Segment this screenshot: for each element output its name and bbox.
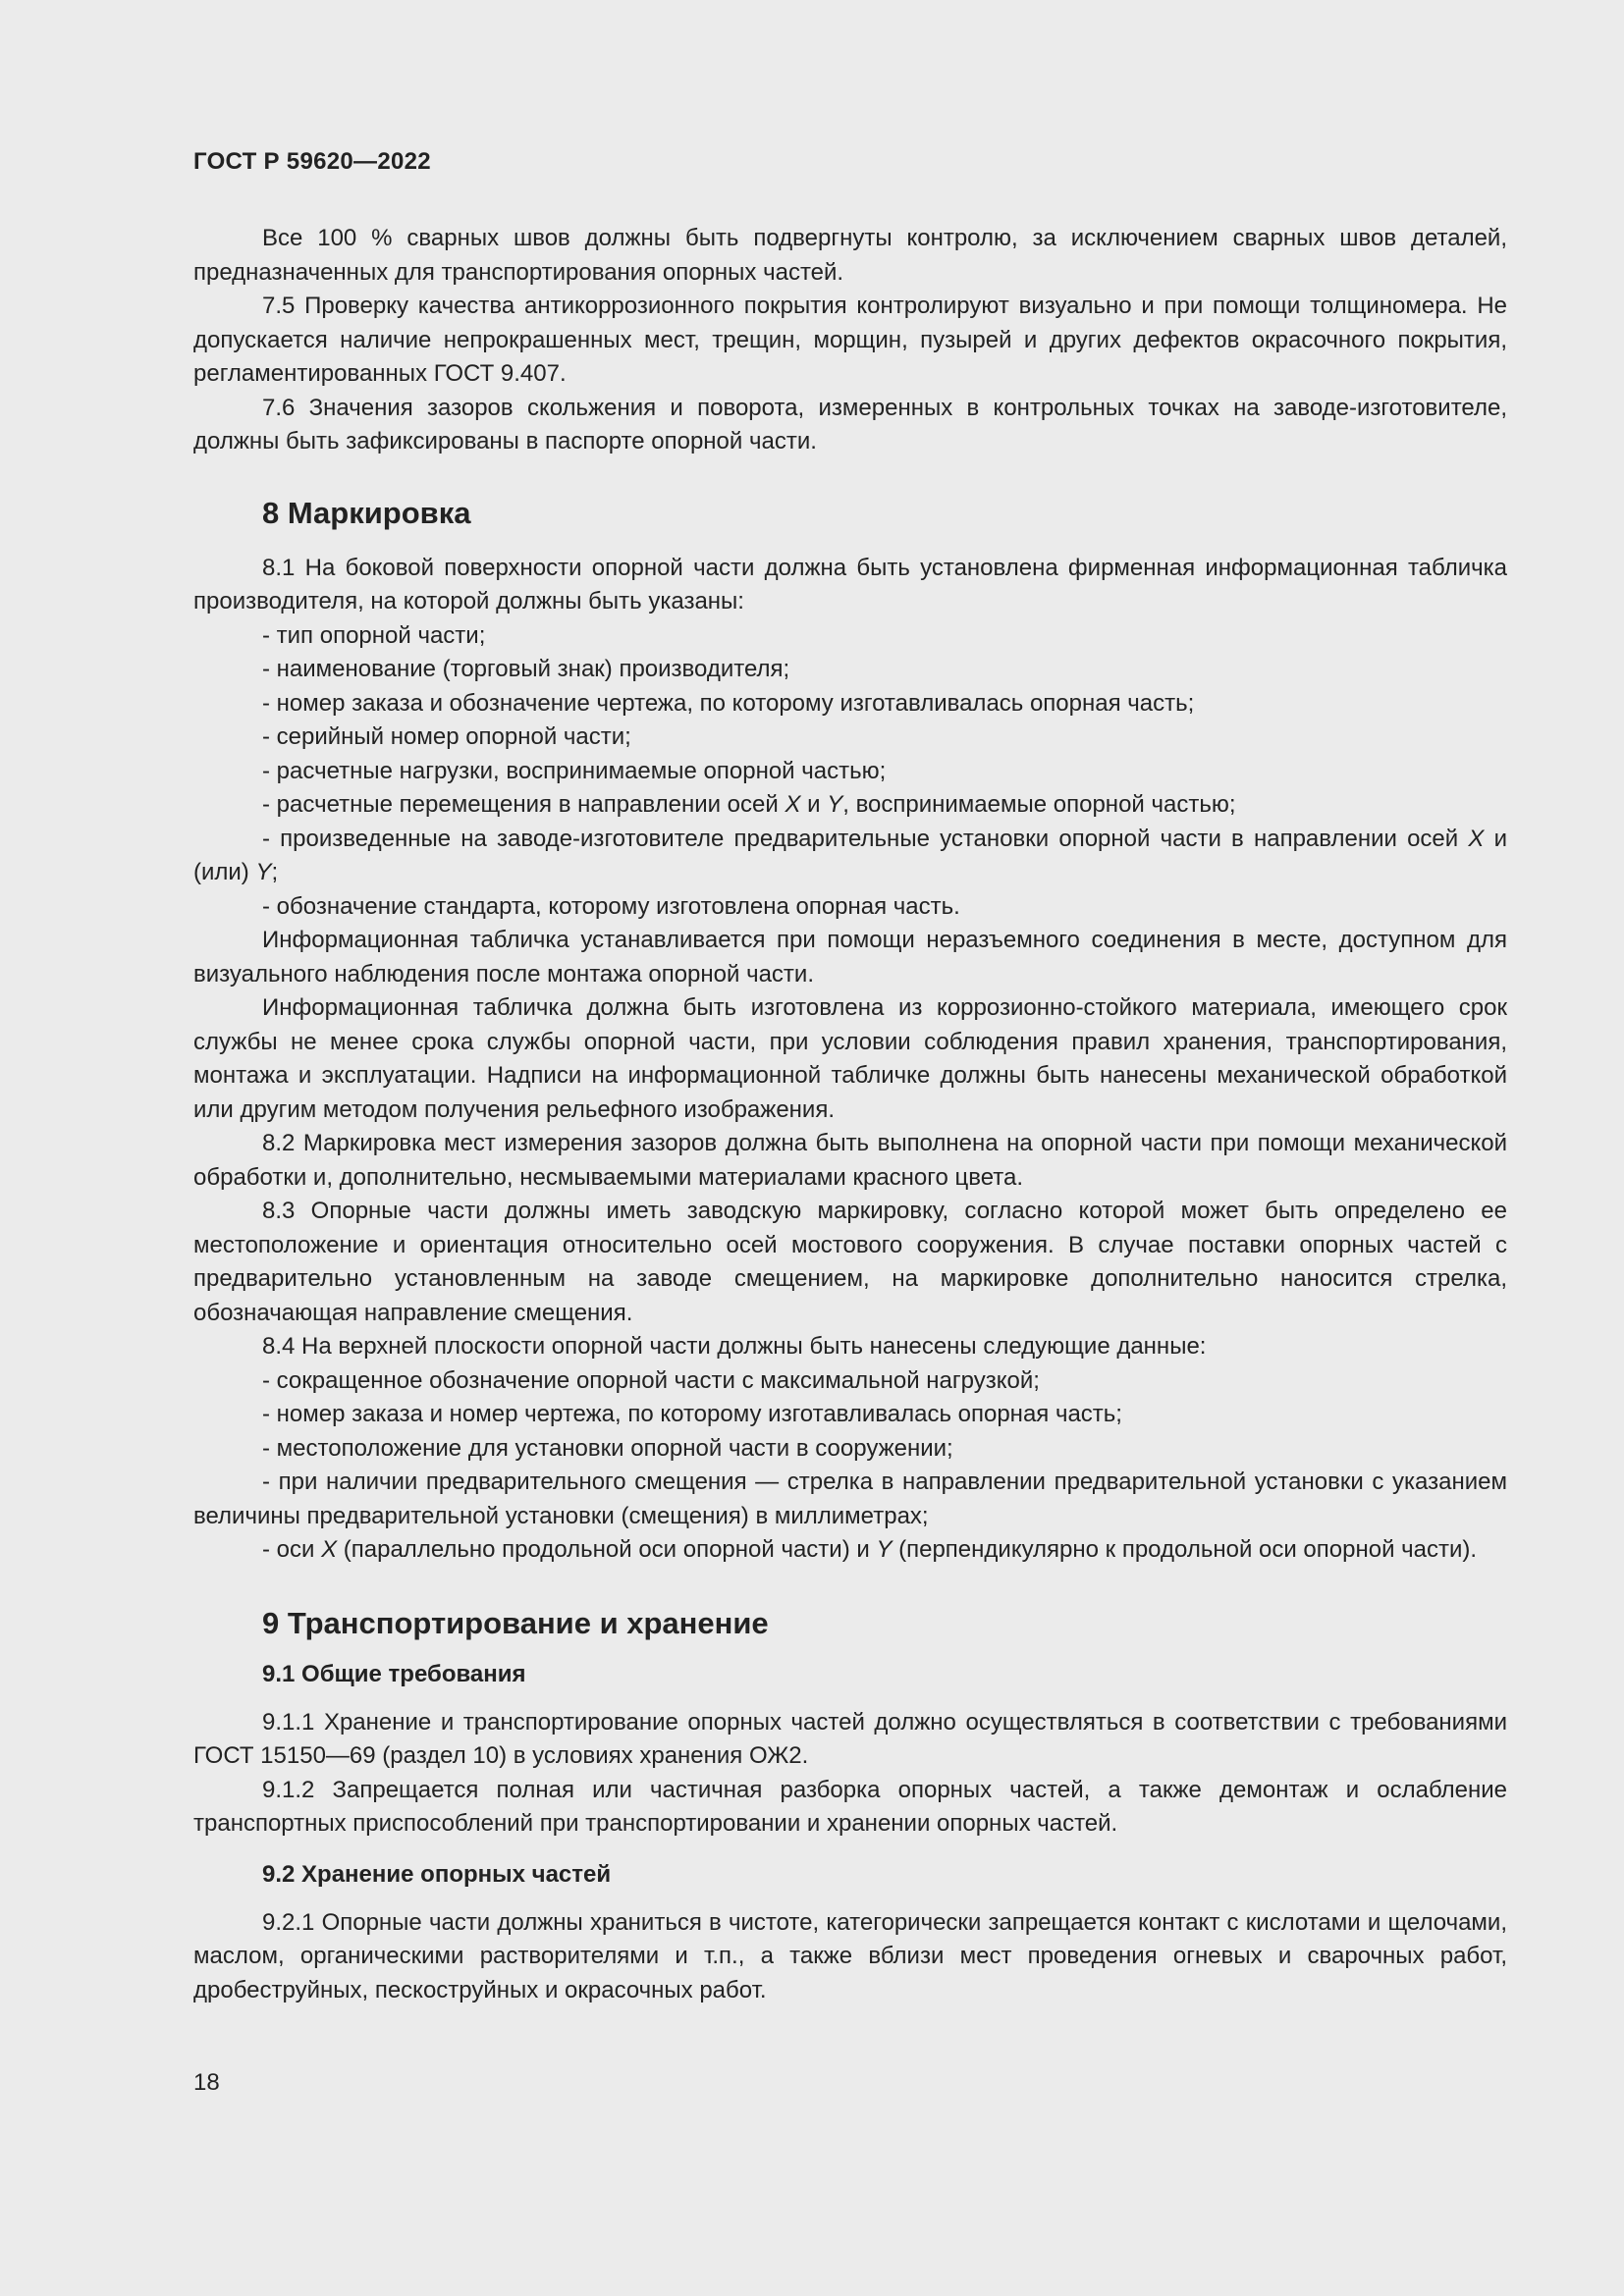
paragraph-8-4: 8.4 На верхней плоскости опорной части должны быть нанесены следующие данные: [262,1333,1207,1360]
section-8-heading: 8 Маркировка [262,495,471,530]
paragraph-8-2: 8.2 Маркировка мест измерения зазоров должна быть выполнена на опорной части при помощи механической обработки и, дополнительно, несмываемыми материалами красного цвета. [193,1130,1507,1191]
paragraph-7-5: 7.5 Проверку качества антикоррозионного покрытия контролируют визуально и при помощи толщиномера. Не допускается наличие непрокрашенных мест, трещин, морщин, пузырей и других дефектов окрасочного покрытия, регламентированных ГОСТ 9.407. [193,293,1507,387]
list-item-movements: - расчетные перемещения в направлении осей X и Y, воспринимаемые опорной частью; [262,791,1236,818]
list-item: - при наличии предварительного смещения — стрелка в направлении предварительной установки с указанием величины предварительной установки (смещения) в миллиметрах; [193,1468,1507,1529]
page-body [193,222,1507,2007]
paragraph-8-3: 8.3 Опорные части должны иметь заводскую маркировку, согласно которой может быть определено ее местоположение и ориентация относительно осей мостового сооружения. В случае поставки опорных частей с предварительно установленным на заводе смещением, на маркировке дополнительно наносится стрелка, обозначающая направление смещения. [193,1198,1507,1326]
list-item-axes: - оси X (параллельно продольной оси опорной части) и Y (перпендикулярно к продольной оси опорной части). [262,1536,1478,1563]
subsection-9-2-heading: 9.2 Хранение опорных частей [262,1860,612,1888]
page-number: 18 [193,2069,220,2096]
subsection-9-1-heading: 9.1 Общие требования [262,1660,526,1687]
list-item: - сокращенное обозначение опорной части с максимальной нагрузкой; [262,1366,1040,1394]
paragraph-9-1-2: 9.1.2 Запрещается полная или частичная разборка опорных частей, а также демонтаж и ослабление транспортных приспособлений при транспортировании и хранении опорных частей. [193,1776,1507,1837]
paragraph-9-1-1: 9.1.1 Хранение и транспортирование опорных частей должно осуществляться в соответствии с требованиями ГОСТ 15150—69 (раздел 10) в условиях хранения ОЖ2. [193,1708,1507,1769]
list-item: - тип опорной части; [262,621,486,649]
paragraph-info-plate-material: Информационная табличка должна быть изготовлена из коррозионно-стойкого материала, имеющего срок службы не менее срока службы опорной части, при условии соблюдения правил хранения, транспортирования, монтажа и эксплуатации. Надписи на информационной табличке должны быть нанесены механической обработкой или другим методом получения рельефного изображения. [193,994,1507,1123]
paragraph-welds-control: Все 100 % сварных швов должны быть подвергнуты контролю, за исключением сварных швов деталей, предназначенных для транспортирования опорных частей. [193,225,1507,286]
list-item: - серийный номер опорной части; [262,723,631,750]
paragraph-8-1: 8.1 На боковой поверхности опорной части должна быть установлена фирменная информационная табличка производителя, на которой должны быть указаны: [193,554,1507,614]
list-item: - номер заказа и обозначение чертежа, по которому изготавливалась опорная часть; [262,689,1195,717]
document-header: ГОСТ Р 59620—2022 [193,148,431,175]
list-item: - местоположение для установки опорной части в сооружении; [262,1434,953,1462]
paragraph-9-2-1: 9.2.1 Опорные части должны храниться в чистоте, категорически запрещается контакт с кислотами и щелочами, маслом, органическими растворителями и т.п., а также вблизи мест проведения огневых и сварочных работ, дробеструйных, пескоструйных и окрасочных работ. [193,1908,1507,2003]
list-item: - наименование (торговый знак) производителя; [262,656,790,682]
section-9-heading: 9 Транспортирование и хранение [262,1605,769,1640]
list-item: - расчетные нагрузки, воспринимаемые опорной частью; [262,757,887,784]
list-item-presettings: - произведенные на заводе-изготовителе предварительные установки опорной части в направлении осей X и (или) Y; [193,825,1508,885]
list-item: - номер заказа и номер чертежа, по которому изготавливалась опорная часть; [262,1401,1122,1427]
paragraph-info-plate-mounting: Информационная табличка устанавливается при помощи неразъемного соединения в месте, доступном для визуального наблюдения после монтажа опорной части. [193,927,1507,988]
paragraph-7-6: 7.6 Значения зазоров скольжения и поворота, измеренных в контрольных точках на заводе-изготовителе, должны быть зафиксированы в паспорте опорной части. [193,394,1507,454]
list-item-standard: - обозначение стандарта, которому изготовлена опорная часть. [262,892,960,920]
